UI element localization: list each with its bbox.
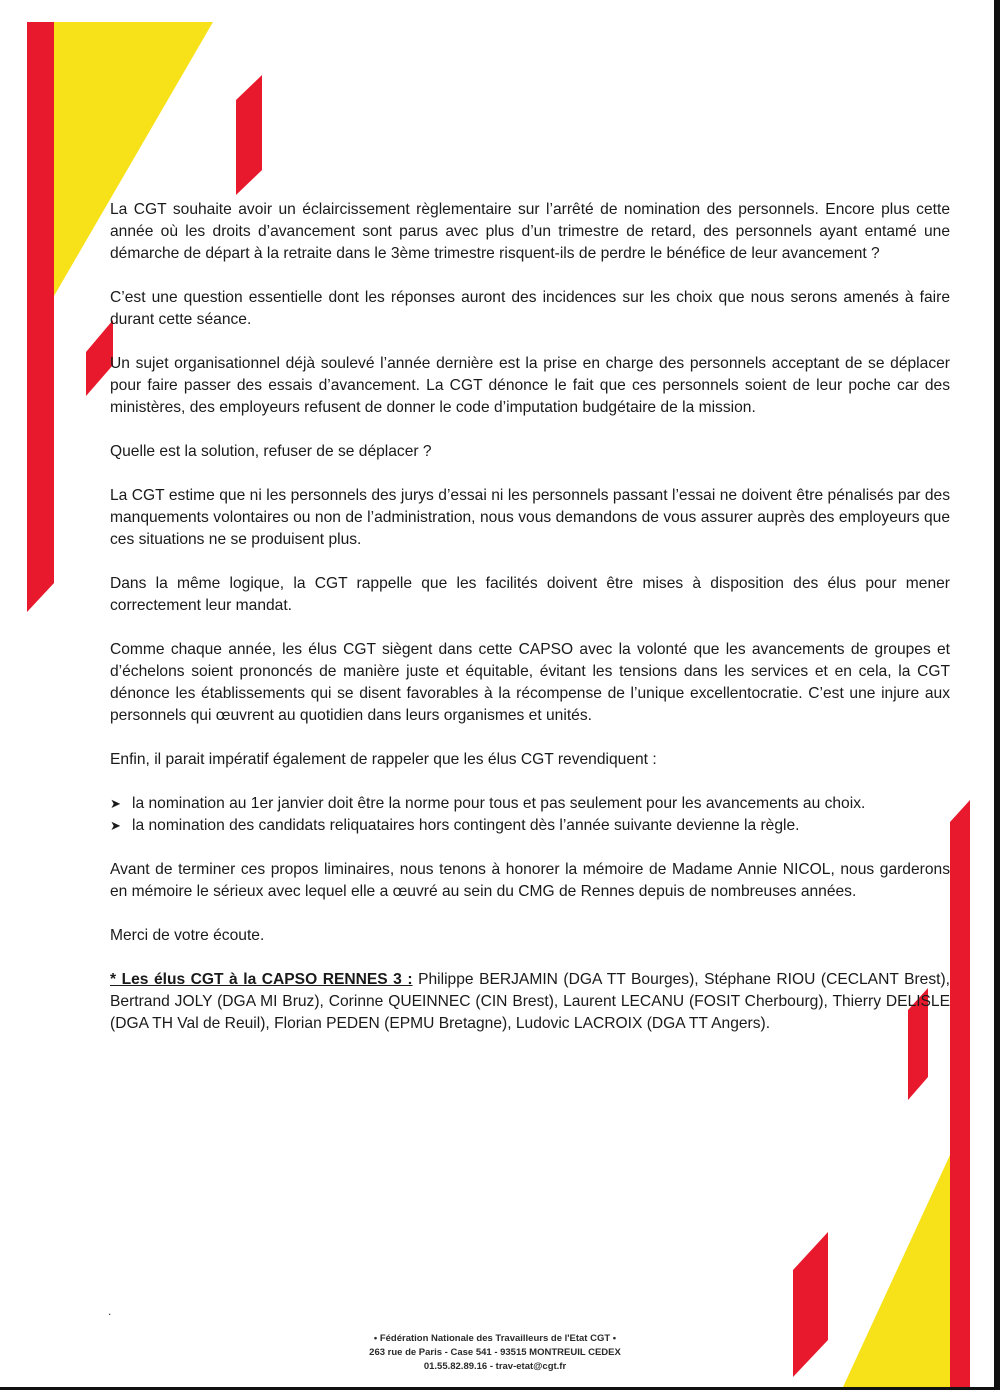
paragraph-8: Enfin, il parait impératif également de rappeler que les élus CGT revendiquent : (110, 751, 657, 768)
paragraph-2: C’est une question essentielle dont les réponses auront des incidences sur les choix que nous serons amenés à faire durant cette séance. (110, 289, 950, 328)
top-left-red-bar (27, 22, 54, 612)
demand-item-2-text: la nomination des candidats reliquataires hors contingent dès l’année suivante devienne la règle. (132, 817, 800, 834)
document-body (110, 199, 950, 1057)
demand-item-1 (110, 793, 950, 815)
paragraph-1: La CGT souhaite avoir un éclaircissement règlementaire sur l’arrêté de nomination des personnels. Encore plus cette année où les droits d’avancement sont parus avec plus d’un trimestre de retard, des personnels ayant entamé une démarche de départ à la retraite dans le 3ème trimestre risquent-ils de perdre le bénéfice de leur avancement ? (110, 201, 950, 262)
bottom-right-yellow-triangle (843, 1155, 950, 1387)
demand-item-1-text: la nomination au 1er janvier doit être la norme pour tous et pas seulement pour les avancements au choix. (132, 795, 866, 812)
right-red-bar-tall (950, 800, 970, 1387)
footer-address: 263 rue de Paris - Case 541 - 93515 MONTREUIL CEDEX (369, 1347, 621, 1358)
paragraph-5: La CGT estime que ni les personnels des jurys d’essai ni les personnels passant l’essai ne doivent être pénalisés par des manquements volontaires ou non de l’administration, nous vous demandons de vous assurer auprès des employeurs que ces situations ne se produisent plus. (110, 487, 950, 548)
paragraph-6: Dans la même logique, la CGT rappelle que les facilités doivent être mises à disposition des élus pour mener correctement leur mandat. (110, 575, 950, 614)
signatories-names: Philippe BERJAMIN (DGA TT Bourges), Stéphane RIOU (CECLANT Brest), Bertrand JOLY (DGA MI Bruz), Corinne QUEINNEC (CIN Brest), Laurent LECANU (FOSIT Cherbourg), Thierry DELISLE (DGA TH Val de Reuil), Florian PEDEN (EPMU Bretagne), Ludovic LACROIX (DGA TT Angers). (110, 971, 950, 1032)
top-red-parallelogram (236, 75, 262, 195)
paragraph-7: Comme chaque année, les élus CGT siègent dans cette CAPSO avec la volonté que les avancements de groupes et d’échelons soient prononcés de manière juste et équitable, évitant les tensions dans les services et en cela, la CGT dénonce les établissements qui se disent favorables à la récompense de l’unique excellentocratie. C’est une injure aux personnels qui œuvrent au quotidien dans leurs organismes et unités. (110, 641, 950, 724)
signatories-block (110, 969, 950, 1035)
footer (300, 1332, 690, 1374)
signatories-title: * Les élus CGT à la CAPSO RENNES 3 : (110, 971, 413, 988)
closing-paragraph-1: Avant de terminer ces propos liminaires, nous tenons à honorer la mémoire de Madame Annie NICOL, nous garderons en mémoire le sérieux avec lequel elle a œuvré au sein du CMG de Rennes depuis de nombreuses années. (110, 861, 950, 900)
paragraph-3: Un sujet organisationnel déjà soulevé l’année dernière est la prise en charge des personnels acceptant de se déplacer pour faire passer des essais d’avancement. La CGT dénonce le fait que ces personnels soient de leur poche car des ministères, des employeurs refusent de donner le code d’imputation budgétaire de la mission. (110, 355, 950, 416)
demand-item-2 (110, 815, 950, 837)
footer-contact: 01.55.82.89.16 - trav-etat@cgt.fr (423, 1361, 567, 1372)
arrowhead-bullet-icon: ➤ (110, 796, 121, 811)
margin-red-shard (86, 320, 113, 396)
arrowhead-bullet-icon: ➤ (110, 818, 121, 833)
footer-organization: • Fédération Nationale des Travailleurs de l'Etat CGT • (373, 1333, 617, 1344)
scan-speck: . (108, 1304, 112, 1318)
closing-paragraph-2: Merci de votre écoute. (110, 927, 265, 944)
paragraph-4: Quelle est la solution, refuser de se déplacer ? (110, 443, 432, 460)
bottom-red-slanted-bar (793, 1232, 828, 1377)
demands-list (110, 793, 950, 837)
